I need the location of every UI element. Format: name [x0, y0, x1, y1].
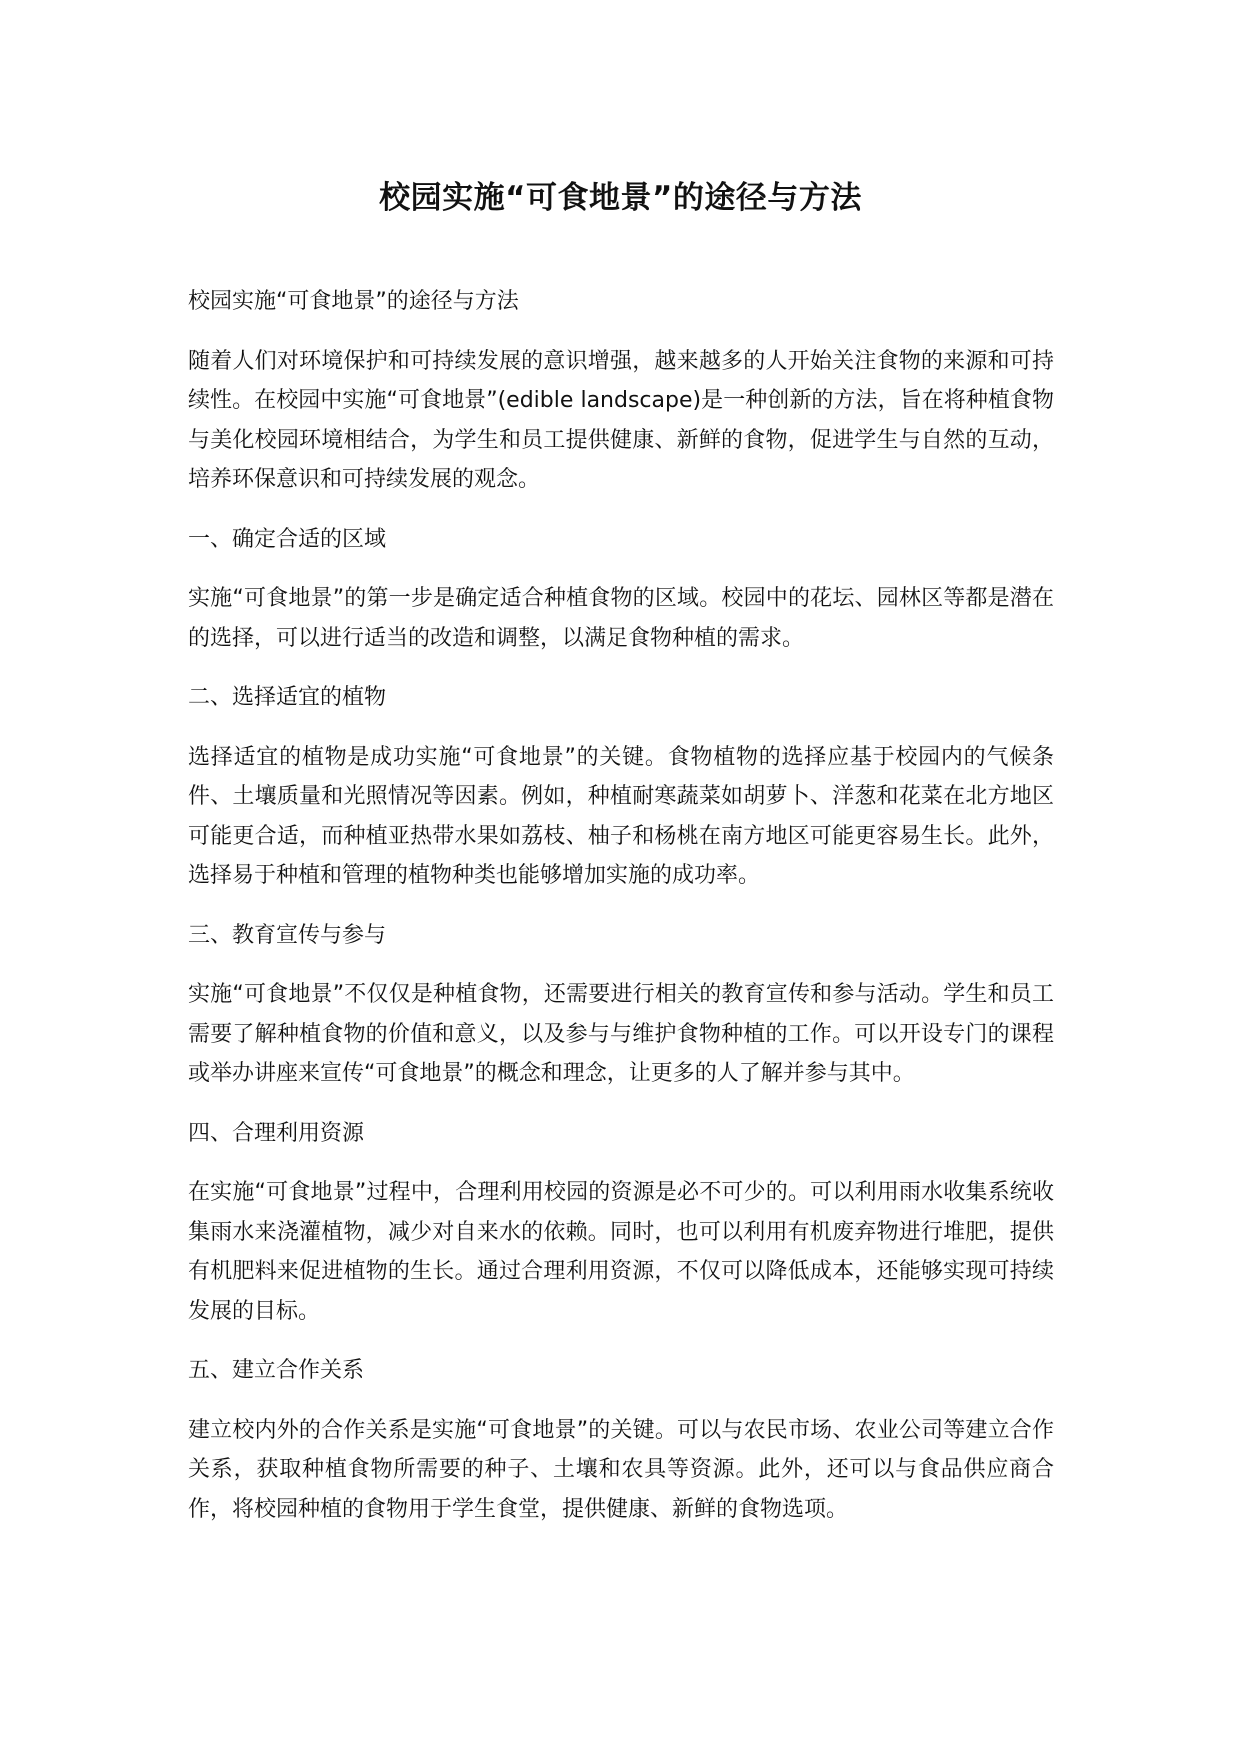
section-body-4: 在实施“可食地景”过程中，合理利用校园的资源是必不可少的。可以利用雨水收集系统收集雨水来浇灌植物，减少对自来水的依赖。同时，也可以利用有机废弃物进行堆肥，提供有机肥料来促进植物的生长。通过合理利用资源，不仅可以降低成本，还能够实现可持续发展的目标。	[188, 1180, 1054, 1324]
intro-paragraph: 随着人们对环境保护和可持续发展的意识增强，越来越多的人开始关注食物的来源和可持续性。在校园中实施“可食地景”(edible landscape)是一种创新的方法，旨在将种植食物与美化校园环境相结合，为学生和员工提供健康、新鲜的食物，促进学生与自然的互动，培养环保意识和可持续发展的观念。	[188, 348, 1054, 492]
section-body-1: 实施“可食地景”的第一步是确定适合种植食物的区域。校园中的花坛、园林区等都是潜在的选择，可以进行适当的改造和调整，以满足食物种植的需求。	[188, 586, 1054, 651]
section-heading-5: 五、建立合作关系	[188, 1358, 365, 1383]
section-heading-1: 一、确定合适的区域	[188, 526, 387, 552]
section-body-5: 建立校内外的合作关系是实施“可食地景”的关键。可以与农民市场、农业公司等建立合作关系，获取种植食物所需要的种子、土壤和农具等资源。此外，还可以与食品供应商合作，将校园种植的食物用于学生食堂，提供健康、新鲜的食物选项。	[188, 1417, 1054, 1522]
section-heading-2: 二、选择适宜的植物	[188, 685, 387, 710]
document-subtitle: 校园实施“可食地景”的途径与方法	[188, 289, 519, 314]
section-heading-4: 四、合理利用资源	[188, 1120, 365, 1146]
document-body	[188, 282, 1054, 1529]
section-body-3: 实施“可食地景”不仅仅是种植食物，还需要进行相关的教育宣传和参与活动。学生和员工需要了解种植食物的价值和意义，以及参与与维护食物种植的工作。可以开设专门的课程或举办讲座来宣传“可食地景”的概念和理念，让更多的人了解并参与其中。	[188, 982, 1054, 1086]
section-heading-3: 三、教育宣传与参与	[188, 922, 387, 948]
section-body-2: 选择适宜的植物是成功实施“可食地景”的关键。食物植物的选择应基于校园内的气候条件、土壤质量和光照情况等因素。例如，种植耐寒蔬菜如胡萝卜、洋葱和花菜在北方地区可能更合适，而种植亚热带水果如荔枝、柚子和杨桃在南方地区可能更容易生长。此外，选择易于种植和管理的植物种类也能够增加实施的成功率。	[188, 744, 1054, 888]
document-title: 校园实施“可食地景”的途径与方法	[379, 180, 862, 216]
